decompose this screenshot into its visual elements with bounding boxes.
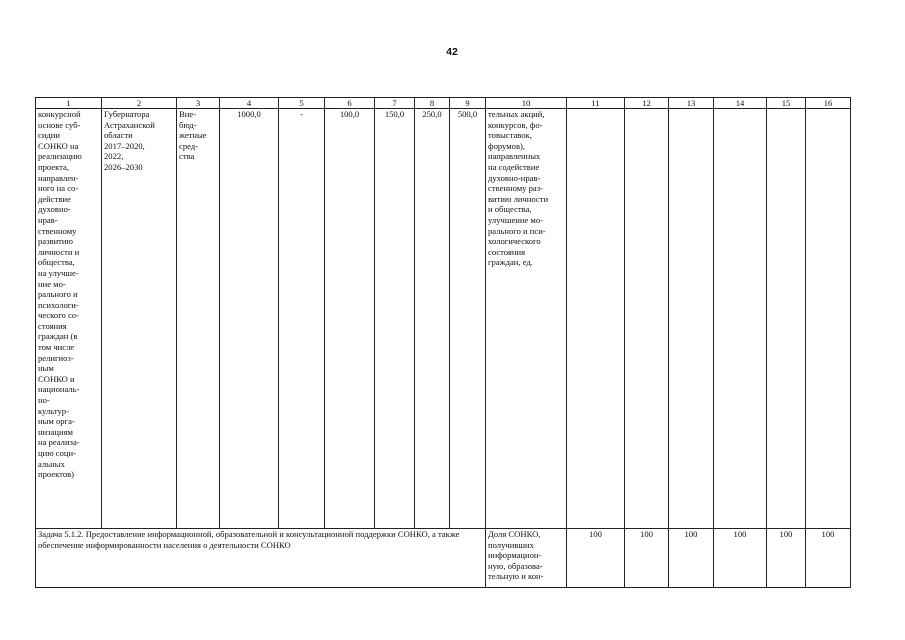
empty-cell [625,109,669,529]
task-description-cell: Задача 5.1.2. Предоставление информационной, образовательной и консультационной поддержки СОНКО, а также обеспечение информированности населения о деятельности СОНКО [36,529,486,588]
column-number: 8 [415,98,450,109]
column-number: 12 [625,98,669,109]
column-number: 5 [279,98,325,109]
program-table [35,97,851,588]
column-number: 7 [375,98,415,109]
column-number: 16 [806,98,851,109]
empty-cell [806,109,851,529]
indicator-value-cell: 100 [714,529,767,588]
indicator-cell: тельных акций, конкурсов, фо- товыставок, форумов), направленных на содействие духовно-нрав- ственному раз- витию личности и общества, улучшение мо- рального и пси- хологического состояния граждан, ед. [486,109,567,529]
empty-cell [567,109,625,529]
column-number: 3 [177,98,220,109]
column-number: 9 [450,98,486,109]
table-row [36,109,851,529]
activity-name-cell: конкурсной основе суб- сидии СОНКО на реализацию проекта, направлен- ного на со- действие духовно- нрав- ственному развитию личности и общества, на улучше- ние мо- рального и психологи- ческого со- стояния граждан (в том числе религиоз- ным СОНКО и националь- но- культур- ным орга- низациям на реализа- цию соци- альных проектов) [36,109,102,529]
table-row [36,529,851,588]
indicator-value-cell: 100 [767,529,806,588]
column-number: 14 [714,98,767,109]
amount-cell: - [279,109,325,529]
amount-cell: 150,0 [375,109,415,529]
column-number: 15 [767,98,806,109]
column-number: 10 [486,98,567,109]
amount-cell: 100,0 [325,109,375,529]
empty-cell [767,109,806,529]
responsible-executor-cell: Губернатора Астраханской области 2017–2020, 2022, 2026–2030 [102,109,177,529]
funding-source-cell: Вне- бюд- жетные сред- ства [177,109,220,529]
empty-cell [669,109,714,529]
column-number: 1 [36,98,102,109]
indicator-value-cell: 100 [669,529,714,588]
indicator-cell: Доля СОНКО, получивших информацион- ную, образова- тельную и кон- [486,529,567,588]
column-number: 13 [669,98,714,109]
indicator-value-cell: 100 [806,529,851,588]
column-number: 2 [102,98,177,109]
amount-cell: 500,0 [450,109,486,529]
column-number: 4 [220,98,279,109]
column-number: 6 [325,98,375,109]
column-number: 11 [567,98,625,109]
indicator-value-cell: 100 [567,529,625,588]
page-number: 42 [446,46,458,58]
column-number-row [36,98,851,109]
amount-cell: 250,0 [415,109,450,529]
indicator-value-cell: 100 [625,529,669,588]
empty-cell [714,109,767,529]
total-amount-cell: 1000,0 [220,109,279,529]
